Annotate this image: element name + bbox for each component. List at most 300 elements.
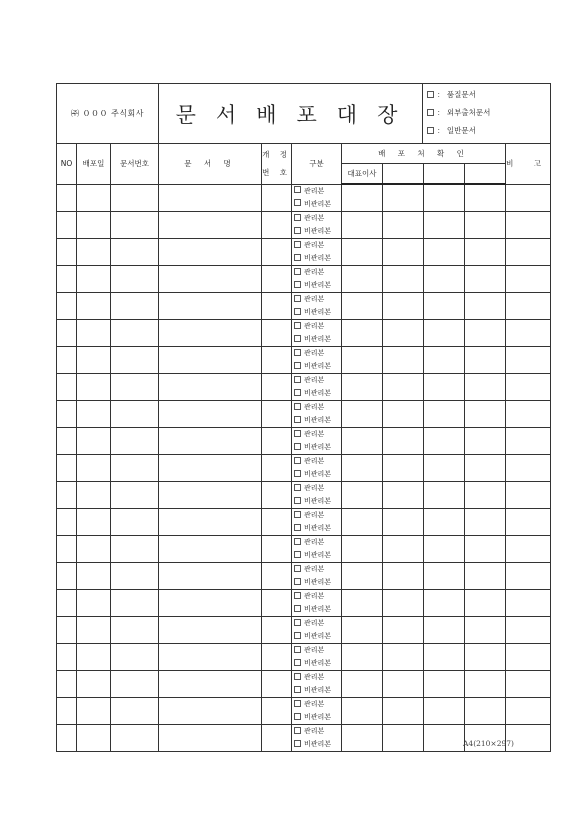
cell-date[interactable] bbox=[77, 725, 111, 752]
checkbox-icon[interactable] bbox=[427, 109, 434, 116]
cell-representative-confirm[interactable] bbox=[342, 239, 383, 266]
cell-doc-name[interactable] bbox=[159, 266, 262, 293]
cell-doc-name[interactable] bbox=[159, 698, 262, 725]
cell-doc-name[interactable] bbox=[159, 482, 262, 509]
checkbox-icon[interactable] bbox=[294, 686, 301, 693]
cell-recipient-2-confirm[interactable] bbox=[383, 239, 424, 266]
cell-revision[interactable] bbox=[262, 644, 292, 671]
cell-recipient-2-confirm[interactable] bbox=[383, 320, 424, 347]
cell-recipient-3-confirm[interactable] bbox=[424, 590, 465, 617]
cell-representative-confirm[interactable] bbox=[342, 374, 383, 401]
cell-recipient-3-confirm[interactable] bbox=[424, 266, 465, 293]
checkbox-icon[interactable] bbox=[427, 127, 434, 134]
option-unmanaged[interactable] bbox=[294, 360, 341, 373]
option-unmanaged[interactable] bbox=[294, 198, 341, 211]
cell-recipient-3-confirm[interactable] bbox=[424, 536, 465, 563]
cell-revision[interactable] bbox=[262, 428, 292, 455]
option-unmanaged[interactable] bbox=[294, 603, 341, 616]
cell-recipient-4-confirm[interactable] bbox=[465, 212, 506, 239]
cell-remarks[interactable] bbox=[506, 239, 551, 266]
cell-remarks[interactable] bbox=[506, 536, 551, 563]
cell-doc-number[interactable] bbox=[111, 509, 159, 536]
checkbox-icon[interactable] bbox=[294, 254, 301, 261]
checkbox-icon[interactable] bbox=[294, 335, 301, 342]
cell-no[interactable] bbox=[57, 428, 77, 455]
cell-date[interactable] bbox=[77, 590, 111, 617]
cell-recipient-3-confirm[interactable] bbox=[424, 563, 465, 590]
option-unmanaged[interactable] bbox=[294, 684, 341, 697]
option-unmanaged[interactable] bbox=[294, 441, 341, 454]
option-managed[interactable] bbox=[294, 617, 341, 630]
cell-doc-name[interactable] bbox=[159, 617, 262, 644]
cell-revision[interactable] bbox=[262, 266, 292, 293]
cell-doc-name[interactable] bbox=[159, 293, 262, 320]
cell-doc-number[interactable] bbox=[111, 293, 159, 320]
cell-recipient-2-confirm[interactable] bbox=[383, 644, 424, 671]
cell-no[interactable] bbox=[57, 725, 77, 752]
option-unmanaged[interactable] bbox=[294, 657, 341, 670]
cell-doc-name[interactable] bbox=[159, 644, 262, 671]
cell-doc-name[interactable] bbox=[159, 428, 262, 455]
cell-representative-confirm[interactable] bbox=[342, 482, 383, 509]
cell-date[interactable] bbox=[77, 239, 111, 266]
checkbox-icon[interactable] bbox=[294, 605, 301, 612]
cell-no[interactable] bbox=[57, 347, 77, 374]
cell-recipient-3-confirm[interactable] bbox=[424, 725, 465, 752]
cell-doc-name[interactable] bbox=[159, 347, 262, 374]
cell-revision[interactable] bbox=[262, 563, 292, 590]
cell-no[interactable] bbox=[57, 509, 77, 536]
checkbox-icon[interactable] bbox=[294, 349, 301, 356]
cell-recipient-4-confirm[interactable] bbox=[465, 239, 506, 266]
option-unmanaged[interactable] bbox=[294, 333, 341, 346]
cell-recipient-4-confirm[interactable] bbox=[465, 455, 506, 482]
cell-recipient-2-confirm[interactable] bbox=[383, 347, 424, 374]
cell-recipient-2-confirm[interactable] bbox=[383, 428, 424, 455]
cell-recipient-2-confirm[interactable] bbox=[383, 455, 424, 482]
option-unmanaged[interactable] bbox=[294, 711, 341, 724]
cell-revision[interactable] bbox=[262, 212, 292, 239]
cell-recipient-3-confirm[interactable] bbox=[424, 482, 465, 509]
cell-revision[interactable] bbox=[262, 509, 292, 536]
cell-representative-confirm[interactable] bbox=[342, 725, 383, 752]
cell-date[interactable] bbox=[77, 184, 111, 212]
option-unmanaged[interactable] bbox=[294, 495, 341, 508]
cell-recipient-2-confirm[interactable] bbox=[383, 725, 424, 752]
cell-revision[interactable] bbox=[262, 671, 292, 698]
cell-recipient-3-confirm[interactable] bbox=[424, 293, 465, 320]
cell-recipient-3-confirm[interactable] bbox=[424, 184, 465, 212]
option-unmanaged[interactable] bbox=[294, 522, 341, 535]
cell-doc-name[interactable] bbox=[159, 184, 262, 212]
cell-remarks[interactable] bbox=[506, 617, 551, 644]
option-unmanaged[interactable] bbox=[294, 630, 341, 643]
checkbox-icon[interactable] bbox=[294, 470, 301, 477]
option-managed[interactable] bbox=[294, 293, 341, 306]
cell-date[interactable] bbox=[77, 644, 111, 671]
cell-doc-number[interactable] bbox=[111, 184, 159, 212]
cell-representative-confirm[interactable] bbox=[342, 184, 383, 212]
cell-representative-confirm[interactable] bbox=[342, 644, 383, 671]
cell-doc-name[interactable] bbox=[159, 401, 262, 428]
checkbox-icon[interactable] bbox=[294, 457, 301, 464]
company-name: ㈜ ０００ 주식회사 bbox=[57, 84, 159, 144]
checkbox-icon[interactable] bbox=[294, 619, 301, 626]
cell-representative-confirm[interactable] bbox=[342, 401, 383, 428]
option-unmanaged[interactable] bbox=[294, 414, 341, 427]
checkbox-icon[interactable] bbox=[294, 430, 301, 437]
cell-recipient-4-confirm[interactable] bbox=[465, 671, 506, 698]
cell-recipient-3-confirm[interactable] bbox=[424, 644, 465, 671]
doc-type-quality[interactable] bbox=[427, 86, 550, 104]
cell-date[interactable] bbox=[77, 428, 111, 455]
checkbox-icon[interactable] bbox=[294, 308, 301, 315]
cell-revision[interactable] bbox=[262, 698, 292, 725]
checkbox-icon[interactable] bbox=[294, 416, 301, 423]
checkbox-icon[interactable] bbox=[294, 632, 301, 639]
checkbox-icon[interactable] bbox=[294, 484, 301, 491]
cell-doc-name[interactable] bbox=[159, 374, 262, 401]
option-unmanaged[interactable] bbox=[294, 306, 341, 319]
cell-recipient-2-confirm[interactable] bbox=[383, 266, 424, 293]
doc-type-general[interactable] bbox=[427, 122, 550, 140]
cell-remarks[interactable] bbox=[506, 563, 551, 590]
cell-recipient-2-confirm[interactable] bbox=[383, 184, 424, 212]
checkbox-icon[interactable] bbox=[294, 443, 301, 450]
cell-doc-number[interactable] bbox=[111, 563, 159, 590]
cell-recipient-4-confirm[interactable] bbox=[465, 563, 506, 590]
checkbox-icon[interactable] bbox=[294, 727, 301, 734]
cell-no[interactable] bbox=[57, 617, 77, 644]
checkbox-icon[interactable] bbox=[294, 524, 301, 531]
cell-recipient-3-confirm[interactable] bbox=[424, 347, 465, 374]
option-managed[interactable] bbox=[294, 644, 341, 657]
option-managed[interactable] bbox=[294, 239, 341, 252]
cell-doc-number[interactable] bbox=[111, 590, 159, 617]
checkbox-icon[interactable] bbox=[294, 713, 301, 720]
cell-revision[interactable] bbox=[262, 590, 292, 617]
cell-doc-number[interactable] bbox=[111, 698, 159, 725]
cell-recipient-3-confirm[interactable] bbox=[424, 671, 465, 698]
checkbox-icon[interactable] bbox=[294, 700, 301, 707]
cell-revision[interactable] bbox=[262, 184, 292, 212]
doc-type-external[interactable] bbox=[427, 104, 550, 122]
option-managed[interactable] bbox=[294, 401, 341, 414]
cell-recipient-4-confirm[interactable] bbox=[465, 644, 506, 671]
cell-no[interactable] bbox=[57, 455, 77, 482]
cell-remarks[interactable] bbox=[506, 347, 551, 374]
cell-doc-number[interactable] bbox=[111, 401, 159, 428]
cell-doc-number[interactable] bbox=[111, 374, 159, 401]
option-label: 비관리본 bbox=[304, 227, 332, 235]
cell-recipient-2-confirm[interactable] bbox=[383, 509, 424, 536]
option-unmanaged[interactable] bbox=[294, 387, 341, 400]
cell-recipient-3-confirm[interactable] bbox=[424, 374, 465, 401]
cell-doc-number[interactable] bbox=[111, 455, 159, 482]
cell-doc-name[interactable] bbox=[159, 509, 262, 536]
cell-doc-number[interactable] bbox=[111, 644, 159, 671]
cell-date[interactable] bbox=[77, 401, 111, 428]
cell-representative-confirm[interactable] bbox=[342, 455, 383, 482]
cell-no[interactable] bbox=[57, 644, 77, 671]
cell-remarks[interactable] bbox=[506, 698, 551, 725]
cell-doc-number[interactable] bbox=[111, 266, 159, 293]
option-managed[interactable] bbox=[294, 428, 341, 441]
cell-doc-name[interactable] bbox=[159, 563, 262, 590]
cell-representative-confirm[interactable] bbox=[342, 212, 383, 239]
option-managed[interactable] bbox=[294, 185, 341, 198]
cell-no[interactable] bbox=[57, 536, 77, 563]
cell-remarks[interactable] bbox=[506, 428, 551, 455]
cell-recipient-4-confirm[interactable] bbox=[465, 320, 506, 347]
cell-no[interactable] bbox=[57, 239, 77, 266]
cell-remarks[interactable] bbox=[506, 184, 551, 212]
option-unmanaged[interactable] bbox=[294, 252, 341, 265]
cell-recipient-2-confirm[interactable] bbox=[383, 401, 424, 428]
cell-date[interactable] bbox=[77, 266, 111, 293]
option-managed[interactable] bbox=[294, 698, 341, 711]
cell-representative-confirm[interactable] bbox=[342, 536, 383, 563]
option-managed[interactable] bbox=[294, 590, 341, 603]
cell-remarks[interactable] bbox=[506, 644, 551, 671]
cell-doc-number[interactable] bbox=[111, 536, 159, 563]
cell-revision[interactable] bbox=[262, 401, 292, 428]
cell-date[interactable] bbox=[77, 455, 111, 482]
cell-remarks[interactable] bbox=[506, 671, 551, 698]
checkbox-icon[interactable] bbox=[294, 403, 301, 410]
checkbox-icon[interactable] bbox=[294, 241, 301, 248]
option-managed[interactable] bbox=[294, 563, 341, 576]
cell-recipient-2-confirm[interactable] bbox=[383, 671, 424, 698]
cell-doc-name[interactable] bbox=[159, 455, 262, 482]
cell-recipient-3-confirm[interactable] bbox=[424, 509, 465, 536]
cell-date[interactable] bbox=[77, 698, 111, 725]
cell-recipient-3-confirm[interactable] bbox=[424, 428, 465, 455]
option-unmanaged[interactable] bbox=[294, 549, 341, 562]
cell-remarks[interactable] bbox=[506, 509, 551, 536]
option-managed[interactable] bbox=[294, 320, 341, 333]
cell-remarks[interactable] bbox=[506, 590, 551, 617]
checkbox-icon[interactable] bbox=[294, 659, 301, 666]
checkbox-icon[interactable] bbox=[294, 227, 301, 234]
cell-no[interactable] bbox=[57, 320, 77, 347]
cell-doc-number[interactable] bbox=[111, 212, 159, 239]
cell-representative-confirm[interactable] bbox=[342, 293, 383, 320]
cell-doc-name[interactable] bbox=[159, 320, 262, 347]
option-managed[interactable] bbox=[294, 671, 341, 684]
cell-revision[interactable] bbox=[262, 239, 292, 266]
checkbox-icon[interactable] bbox=[294, 673, 301, 680]
cell-recipient-4-confirm[interactable] bbox=[465, 482, 506, 509]
cell-date[interactable] bbox=[77, 509, 111, 536]
cell-doc-name[interactable] bbox=[159, 590, 262, 617]
checkbox-icon[interactable] bbox=[294, 592, 301, 599]
cell-date[interactable] bbox=[77, 293, 111, 320]
checkbox-icon[interactable] bbox=[294, 199, 301, 206]
cell-doc-number[interactable] bbox=[111, 347, 159, 374]
cell-recipient-2-confirm[interactable] bbox=[383, 563, 424, 590]
cell-doc-name[interactable] bbox=[159, 239, 262, 266]
checkbox-icon[interactable] bbox=[294, 295, 301, 302]
checkbox-icon[interactable] bbox=[294, 376, 301, 383]
option-managed[interactable] bbox=[294, 212, 341, 225]
cell-doc-name[interactable] bbox=[159, 536, 262, 563]
checkbox-icon[interactable] bbox=[294, 268, 301, 275]
cell-no[interactable] bbox=[57, 563, 77, 590]
cell-revision[interactable] bbox=[262, 725, 292, 752]
cell-revision[interactable] bbox=[262, 482, 292, 509]
cell-date[interactable] bbox=[77, 212, 111, 239]
cell-doc-name[interactable] bbox=[159, 725, 262, 752]
cell-recipient-2-confirm[interactable] bbox=[383, 212, 424, 239]
cell-revision[interactable] bbox=[262, 347, 292, 374]
checkbox-icon[interactable] bbox=[294, 646, 301, 653]
option-managed[interactable] bbox=[294, 455, 341, 468]
cell-no[interactable] bbox=[57, 671, 77, 698]
checkbox-icon[interactable] bbox=[294, 578, 301, 585]
cell-recipient-2-confirm[interactable] bbox=[383, 590, 424, 617]
checkbox-icon[interactable] bbox=[294, 186, 301, 193]
checkbox-icon[interactable] bbox=[294, 511, 301, 518]
option-managed[interactable] bbox=[294, 374, 341, 387]
cell-recipient-4-confirm[interactable] bbox=[465, 698, 506, 725]
checkbox-icon[interactable] bbox=[294, 362, 301, 369]
option-managed[interactable] bbox=[294, 725, 341, 738]
cell-recipient-3-confirm[interactable] bbox=[424, 239, 465, 266]
cell-recipient-3-confirm[interactable] bbox=[424, 212, 465, 239]
option-managed[interactable] bbox=[294, 536, 341, 549]
cell-recipient-3-confirm[interactable] bbox=[424, 617, 465, 644]
cell-no[interactable] bbox=[57, 293, 77, 320]
option-unmanaged[interactable] bbox=[294, 576, 341, 589]
cell-no[interactable] bbox=[57, 212, 77, 239]
cell-no[interactable] bbox=[57, 590, 77, 617]
cell-doc-number[interactable] bbox=[111, 671, 159, 698]
cell-recipient-3-confirm[interactable] bbox=[424, 401, 465, 428]
cell-representative-confirm[interactable] bbox=[342, 266, 383, 293]
checkbox-icon[interactable] bbox=[294, 565, 301, 572]
cell-recipient-4-confirm[interactable] bbox=[465, 293, 506, 320]
cell-representative-confirm[interactable] bbox=[342, 617, 383, 644]
cell-recipient-3-confirm[interactable] bbox=[424, 698, 465, 725]
cell-remarks[interactable] bbox=[506, 266, 551, 293]
cell-recipient-2-confirm[interactable] bbox=[383, 617, 424, 644]
cell-remarks[interactable] bbox=[506, 455, 551, 482]
option-unmanaged[interactable] bbox=[294, 279, 341, 292]
checkbox-icon[interactable] bbox=[427, 91, 434, 98]
cell-no[interactable] bbox=[57, 266, 77, 293]
cell-recipient-4-confirm[interactable] bbox=[465, 509, 506, 536]
checkbox-icon[interactable] bbox=[294, 497, 301, 504]
cell-recipient-3-confirm[interactable] bbox=[424, 320, 465, 347]
cell-date[interactable] bbox=[77, 536, 111, 563]
cell-date[interactable] bbox=[77, 563, 111, 590]
cell-recipient-2-confirm[interactable] bbox=[383, 698, 424, 725]
cell-doc-number[interactable] bbox=[111, 320, 159, 347]
checkbox-icon[interactable] bbox=[294, 538, 301, 545]
cell-no[interactable] bbox=[57, 482, 77, 509]
cell-recipient-2-confirm[interactable] bbox=[383, 293, 424, 320]
cell-recipient-2-confirm[interactable] bbox=[383, 536, 424, 563]
cell-recipient-2-confirm[interactable] bbox=[383, 374, 424, 401]
checkbox-icon[interactable] bbox=[294, 740, 301, 747]
cell-revision[interactable] bbox=[262, 293, 292, 320]
cell-date[interactable] bbox=[77, 617, 111, 644]
cell-representative-confirm[interactable] bbox=[342, 428, 383, 455]
cell-recipient-4-confirm[interactable] bbox=[465, 266, 506, 293]
cell-doc-name[interactable] bbox=[159, 212, 262, 239]
cell-recipient-3-confirm[interactable] bbox=[424, 455, 465, 482]
cell-date[interactable] bbox=[77, 482, 111, 509]
option-unmanaged[interactable] bbox=[294, 468, 341, 481]
cell-date[interactable] bbox=[77, 671, 111, 698]
cell-doc-number[interactable] bbox=[111, 482, 159, 509]
cell-remarks[interactable] bbox=[506, 212, 551, 239]
option-managed[interactable] bbox=[294, 509, 341, 522]
cell-remarks[interactable] bbox=[506, 320, 551, 347]
cell-representative-confirm[interactable] bbox=[342, 320, 383, 347]
cell-recipient-4-confirm[interactable] bbox=[465, 184, 506, 212]
cell-no[interactable] bbox=[57, 184, 77, 212]
cell-doc-name[interactable] bbox=[159, 671, 262, 698]
checkbox-icon[interactable] bbox=[294, 322, 301, 329]
cell-recipient-4-confirm[interactable] bbox=[465, 617, 506, 644]
cell-date[interactable] bbox=[77, 347, 111, 374]
cell-no[interactable] bbox=[57, 374, 77, 401]
option-unmanaged[interactable] bbox=[294, 738, 341, 751]
cell-recipient-4-confirm[interactable] bbox=[465, 401, 506, 428]
cell-revision[interactable] bbox=[262, 455, 292, 482]
option-managed[interactable] bbox=[294, 266, 341, 279]
cell-date[interactable] bbox=[77, 320, 111, 347]
cell-remarks[interactable] bbox=[506, 374, 551, 401]
cell-doc-number[interactable] bbox=[111, 428, 159, 455]
cell-remarks[interactable] bbox=[506, 482, 551, 509]
cell-revision[interactable] bbox=[262, 617, 292, 644]
checkbox-icon[interactable] bbox=[294, 389, 301, 396]
cell-recipient-4-confirm[interactable] bbox=[465, 374, 506, 401]
cell-recipient-4-confirm[interactable] bbox=[465, 347, 506, 374]
cell-revision[interactable] bbox=[262, 536, 292, 563]
cell-date[interactable] bbox=[77, 374, 111, 401]
cell-remarks[interactable] bbox=[506, 401, 551, 428]
cell-representative-confirm[interactable] bbox=[342, 671, 383, 698]
checkbox-icon[interactable] bbox=[294, 551, 301, 558]
cell-recipient-2-confirm[interactable] bbox=[383, 482, 424, 509]
option-managed[interactable] bbox=[294, 347, 341, 360]
cell-doc-number[interactable] bbox=[111, 617, 159, 644]
cell-recipient-4-confirm[interactable] bbox=[465, 590, 506, 617]
cell-remarks[interactable] bbox=[506, 293, 551, 320]
cell-recipient-4-confirm[interactable] bbox=[465, 428, 506, 455]
option-managed[interactable] bbox=[294, 482, 341, 495]
cell-representative-confirm[interactable] bbox=[342, 509, 383, 536]
cell-recipient-4-confirm[interactable] bbox=[465, 536, 506, 563]
cell-representative-confirm[interactable] bbox=[342, 347, 383, 374]
cell-representative-confirm[interactable] bbox=[342, 590, 383, 617]
cell-revision[interactable] bbox=[262, 320, 292, 347]
cell-representative-confirm[interactable] bbox=[342, 563, 383, 590]
cell-no[interactable] bbox=[57, 698, 77, 725]
option-unmanaged[interactable] bbox=[294, 225, 341, 238]
checkbox-icon[interactable] bbox=[294, 281, 301, 288]
cell-representative-confirm[interactable] bbox=[342, 698, 383, 725]
cell-no[interactable] bbox=[57, 401, 77, 428]
cell-doc-number[interactable] bbox=[111, 239, 159, 266]
checkbox-icon[interactable] bbox=[294, 214, 301, 221]
cell-doc-number[interactable] bbox=[111, 725, 159, 752]
cell-revision[interactable] bbox=[262, 374, 292, 401]
